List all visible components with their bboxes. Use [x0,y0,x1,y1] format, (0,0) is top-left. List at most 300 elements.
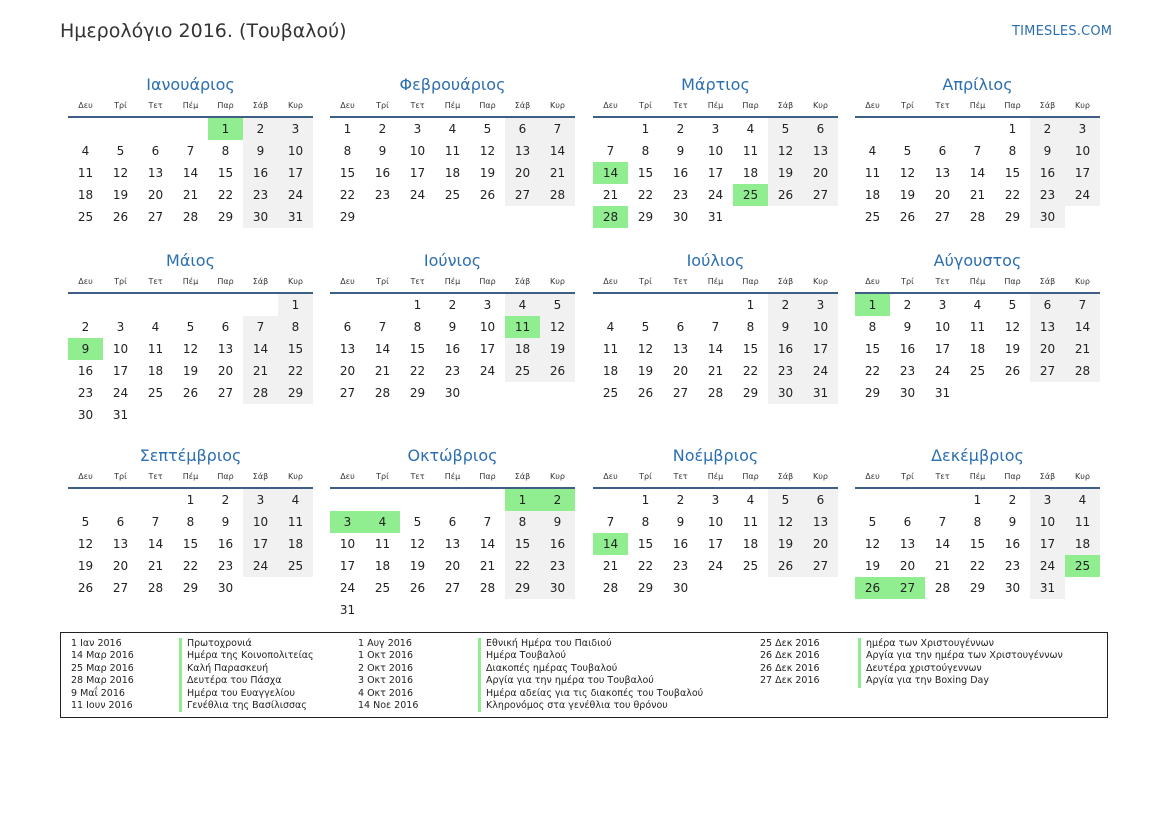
day-cell: 1 [641,493,650,507]
legend-entry: 11 Ιουν 2016 [71,700,133,712]
day-cell: 15 [217,166,234,180]
week-row [855,184,1100,206]
week-row [68,184,313,206]
day-cell: 6 [505,118,540,140]
empty-cell [173,404,208,426]
day-cell: 29 [1004,210,1021,224]
holiday-day-cell: 11 [505,316,540,338]
day-cell: 12 [77,537,94,551]
empty-cell [68,489,103,511]
day-cell: 2 [243,118,278,140]
weekday-label: Παρ [479,472,496,481]
weekday-label: Δευ [865,101,880,110]
week-row [68,162,313,184]
day-cell: 1 [973,493,982,507]
day-cell: 21 [602,559,619,573]
day-cell: 9 [768,316,803,338]
day-cell: 9 [378,144,387,158]
day-cell: 18 [864,188,881,202]
empty-cell [698,294,733,316]
day-cell: 20 [339,364,356,378]
week-row [593,118,838,140]
weekday-label: Πέμ [969,277,986,286]
day-cell: 1 [278,294,313,316]
holiday-day-cell: 27 [890,577,925,599]
day-cell: 5 [413,515,422,529]
weekday-header [593,469,838,489]
week-row [593,184,838,206]
day-cell: 24 [1065,184,1100,206]
day-cell: 16 [77,364,94,378]
page-title: Ημερολόγιο 2016. (Τουβαλού) [60,20,347,42]
day-cell: 28 [969,210,986,224]
week-row [68,577,313,599]
day-cell: 13 [803,511,838,533]
weekday-label: Τρί [114,277,127,286]
weekday-label: Κυρ [1075,472,1090,481]
day-cell: 12 [112,166,129,180]
week-row [330,599,575,621]
empty-cell [470,489,505,511]
weekday-label: Τετ [673,277,688,286]
weekday-label: Παρ [742,101,759,110]
weekday-label: Πέμ [182,472,199,481]
day-cell: 16 [768,338,803,360]
day-cell: 15 [339,166,356,180]
day-cell: 10 [112,342,129,356]
day-cell: 21 [374,364,391,378]
month-name: Μάρτιος [681,75,750,94]
day-cell: 23 [374,188,391,202]
day-cell: 21 [1065,338,1100,360]
day-cell: 5 [81,515,90,529]
holiday-legend [60,632,1108,718]
day-cell: 5 [186,320,195,334]
day-cell: 22 [278,360,313,382]
legend-entry: Δευτέρα χριστούγεννων [866,662,982,674]
weekday-header [330,274,575,294]
day-cell: 24 [479,364,496,378]
day-cell: 1 [413,298,422,312]
weekday-label: Δευ [603,277,618,286]
day-cell: 15 [864,342,881,356]
empty-cell [173,118,208,140]
holiday-day-cell: 1 [855,294,890,316]
empty-cell [138,489,173,511]
day-cell: 30 [243,206,278,228]
legend-entry: 26 Δεκ 2016 [760,650,820,662]
day-cell: 4 [278,489,313,511]
holiday-day-cell: 1 [208,118,243,140]
day-cell: 10 [803,316,838,338]
day-cell: 27 [934,210,951,224]
empty-cell [103,489,138,511]
day-cell: 15 [505,533,540,555]
week-row [593,294,838,316]
day-cell: 10 [1030,511,1065,533]
day-cell: 29 [637,210,654,224]
day-cell: 5 [540,294,575,316]
week-row [68,533,313,555]
weekday-label: Δευ [340,472,355,481]
day-cell: 12 [637,342,654,356]
holiday-day-cell: 14 [593,533,628,555]
day-cell: 19 [479,166,496,180]
weekday-label: Σάβ [252,472,269,481]
day-cell: 18 [742,166,759,180]
day-cell: 14 [147,537,164,551]
day-cell: 6 [676,320,685,334]
weekday-label: Πέμ [444,101,461,110]
brand-link[interactable]: TIMESLES.COM [1012,24,1113,39]
day-cell: 27 [1030,360,1065,382]
weekday-label: Τρί [114,472,127,481]
empty-cell [208,294,243,316]
day-cell: 20 [672,364,689,378]
day-cell: 16 [672,537,689,551]
weekday-label: Παρ [742,472,759,481]
day-cell: 18 [444,166,461,180]
empty-cell [960,118,995,140]
empty-cell [330,294,365,316]
day-cell: 29 [339,210,356,224]
day-cell: 15 [409,342,426,356]
day-cell: 10 [707,515,724,529]
weekday-label: Κυρ [550,472,565,481]
day-cell: 12 [182,342,199,356]
day-cell: 12 [864,537,881,551]
day-cell: 31 [339,603,356,617]
day-cell: 24 [707,559,724,573]
day-cell: 12 [1004,320,1021,334]
day-cell: 22 [637,188,654,202]
month-block [68,248,313,426]
month-block [330,72,575,228]
weekday-label: Πέμ [969,472,986,481]
weekday-label: Σάβ [1039,472,1056,481]
day-cell: 21 [934,559,951,573]
day-cell: 29 [182,581,199,595]
weekday-label: Σάβ [514,277,531,286]
day-cell: 30 [77,408,94,422]
day-cell: 2 [221,493,230,507]
day-cell: 5 [483,122,492,136]
week-row [330,555,575,577]
weekday-label: Τετ [935,277,950,286]
week-row [330,577,575,599]
weekday-label: Παρ [1004,277,1021,286]
weekday-label: Τρί [376,472,389,481]
day-cell: 26 [182,386,199,400]
day-cell: 1 [1008,122,1017,136]
empty-cell [855,489,890,511]
week-row [68,294,313,316]
day-cell: 15 [182,537,199,551]
weekday-label: Δευ [78,472,93,481]
day-cell: 25 [505,360,540,382]
legend-entry: Γενέθλια της Βασίλισσας [187,700,307,712]
day-cell: 26 [479,188,496,202]
legend-entry: 28 Μαρ 2016 [71,675,134,687]
holiday-day-cell: 3 [330,511,365,533]
day-cell: 7 [973,144,982,158]
day-cell: 22 [637,559,654,573]
day-cell: 31 [112,408,129,422]
legend-entry: 3 Οκτ 2016 [358,675,414,687]
day-cell: 18 [505,338,540,360]
day-cell: 8 [278,316,313,338]
weekday-label: Παρ [1004,101,1021,110]
day-cell: 23 [444,364,461,378]
day-cell: 30 [217,581,234,595]
day-cell: 2 [676,122,685,136]
legend-entry: Πρωτοχρονιά [187,638,252,649]
day-cell: 20 [147,188,164,202]
day-cell: 10 [479,320,496,334]
day-cell: 18 [374,559,391,573]
legend-entry: 26 Δεκ 2016 [760,662,820,674]
day-cell: 21 [147,559,164,573]
month-block [68,72,313,228]
weekday-label: Κυρ [1075,277,1090,286]
day-cell: 26 [899,210,916,224]
weekday-label: Πέμ [182,101,199,110]
day-cell: 25 [969,364,986,378]
day-cell: 25 [602,386,619,400]
week-row [330,316,575,338]
day-cell: 11 [1065,511,1100,533]
empty-cell [243,294,278,316]
day-cell: 12 [899,166,916,180]
day-cell: 9 [448,320,457,334]
week-row [855,118,1100,140]
holiday-day-cell: 26 [855,577,890,599]
day-cell: 22 [217,188,234,202]
week-row [593,555,838,577]
day-cell: 4 [868,144,877,158]
weekday-header [593,274,838,294]
day-cell: 12 [479,144,496,158]
day-cell: 23 [672,188,689,202]
week-row [855,555,1100,577]
day-cell: 20 [505,162,540,184]
weekday-label: Τετ [673,472,688,481]
day-cell: 19 [182,364,199,378]
weekday-header [330,98,575,118]
week-row [593,382,838,404]
day-cell: 4 [151,320,160,334]
day-cell: 29 [217,210,234,224]
day-cell: 16 [1004,537,1021,551]
empty-cell [365,206,400,228]
empty-cell [68,294,103,316]
legend-entry: 4 Οκτ 2016 [358,687,414,699]
day-cell: 19 [864,559,881,573]
empty-cell [768,206,803,228]
weekday-header [330,469,575,489]
week-row [68,140,313,162]
weekday-label: Τρί [901,472,914,481]
day-cell: 16 [1030,162,1065,184]
day-cell: 2 [378,122,387,136]
day-cell: 9 [1030,140,1065,162]
weekday-label: Δευ [340,277,355,286]
day-cell: 14 [934,537,951,551]
weekday-label: Πέμ [182,277,199,286]
weekday-label: Τετ [935,101,950,110]
day-cell: 23 [1030,184,1065,206]
week-row [593,360,838,382]
legend-dates-3 [760,638,820,688]
day-cell: 17 [339,559,356,573]
legend-entry: Ημέρα αδείας για τις διακοπές του Τουβαλού [486,687,704,699]
day-cell: 4 [746,122,755,136]
empty-cell [365,489,400,511]
day-cell: 20 [803,162,838,184]
legend-entry: Ημέρα του Ευαγγελίου [187,687,295,699]
day-cell: 17 [707,166,724,180]
day-cell: 21 [707,364,724,378]
day-cell: 13 [899,537,916,551]
holiday-day-cell: 14 [593,162,628,184]
empty-cell [505,599,540,621]
weekday-header [855,469,1100,489]
day-cell: 4 [973,298,982,312]
weekday-label: Δευ [78,101,93,110]
day-cell: 9 [540,511,575,533]
month-block [855,72,1100,228]
weekday-label: Σάβ [1039,277,1056,286]
day-cell: 8 [221,144,230,158]
week-row [330,294,575,316]
week-row [855,206,1100,228]
day-cell: 8 [413,320,422,334]
day-cell: 28 [540,184,575,206]
legend-entry: Αργία για την ημέρα του Τουβαλού [486,675,654,687]
day-cell: 17 [803,338,838,360]
day-cell: 3 [483,298,492,312]
week-row [68,338,313,360]
day-cell: 6 [903,515,912,529]
day-cell: 6 [116,515,125,529]
month-block [68,443,313,599]
empty-cell [173,294,208,316]
legend-entry: 27 Δεκ 2016 [760,675,820,687]
legend-entry: Αργία για την Boxing Day [866,675,989,687]
weekday-label: Κυρ [813,277,828,286]
week-row [330,533,575,555]
empty-cell [470,206,505,228]
day-cell: 12 [409,537,426,551]
day-cell: 26 [768,184,803,206]
weekday-label: Τετ [410,101,425,110]
day-cell: 6 [343,320,352,334]
day-cell: 11 [969,320,986,334]
day-cell: 9 [221,515,230,529]
month-block [593,443,838,599]
day-cell: 21 [182,188,199,202]
day-cell: 27 [444,581,461,595]
day-cell: 15 [637,166,654,180]
week-row [330,162,575,184]
week-row [855,140,1100,162]
day-cell: 13 [934,166,951,180]
legend-entry: Κληρονόμος στα γενέθλια του θρόνου [486,700,668,712]
day-cell: 22 [742,364,759,378]
month-block [855,248,1100,404]
weekday-label: Κυρ [288,472,303,481]
day-cell: 19 [112,188,129,202]
weekday-header [855,274,1100,294]
day-cell: 28 [243,382,278,404]
day-cell: 18 [742,537,759,551]
day-cell: 31 [278,206,313,228]
holiday-day-cell: 25 [733,184,768,206]
week-row [855,360,1100,382]
day-cell: 13 [505,140,540,162]
empty-cell [593,489,628,511]
weekday-label: Σάβ [777,101,794,110]
day-cell: 6 [803,118,838,140]
weekday-label: Τετ [410,472,425,481]
day-cell: 3 [278,118,313,140]
day-cell: 22 [339,188,356,202]
day-cell: 19 [637,364,654,378]
legend-entry: ημέρα των Χριστουγέννων [866,638,994,649]
weekday-header [68,98,313,118]
weekday-label: Κυρ [288,277,303,286]
day-cell: 4 [746,493,755,507]
day-cell: 26 [77,581,94,595]
legend-entry: Ημέρα Τουβαλού [486,650,567,662]
weekday-label: Δευ [340,101,355,110]
day-cell: 29 [864,386,881,400]
empty-cell [435,489,470,511]
weekday-label: Τετ [148,101,163,110]
day-cell: 30 [540,577,575,599]
day-cell: 30 [672,210,689,224]
empty-cell [960,382,995,404]
day-cell: 28 [182,210,199,224]
day-cell: 23 [243,184,278,206]
week-row [330,118,575,140]
day-cell: 3 [711,122,720,136]
day-cell: 17 [278,162,313,184]
day-cell: 17 [409,166,426,180]
day-cell: 3 [1030,489,1065,511]
day-cell: 8 [973,515,982,529]
weekday-label: Παρ [479,101,496,110]
day-cell: 13 [672,342,689,356]
day-cell: 6 [803,489,838,511]
day-cell: 19 [768,533,803,555]
legend-entry: 14 Νοε 2016 [358,700,419,712]
day-cell: 13 [112,537,129,551]
empty-cell [470,382,505,404]
weekday-label: Τετ [148,277,163,286]
weekday-label: Σάβ [777,472,794,481]
day-cell: 7 [483,515,492,529]
week-row [68,555,313,577]
day-cell: 10 [1065,140,1100,162]
day-cell: 30 [1004,581,1021,595]
legend-names-1 [179,638,314,712]
day-cell: 18 [147,364,164,378]
day-cell: 23 [217,559,234,573]
month-block [330,248,575,404]
day-cell: 17 [1065,162,1100,184]
day-cell: 28 [707,386,724,400]
